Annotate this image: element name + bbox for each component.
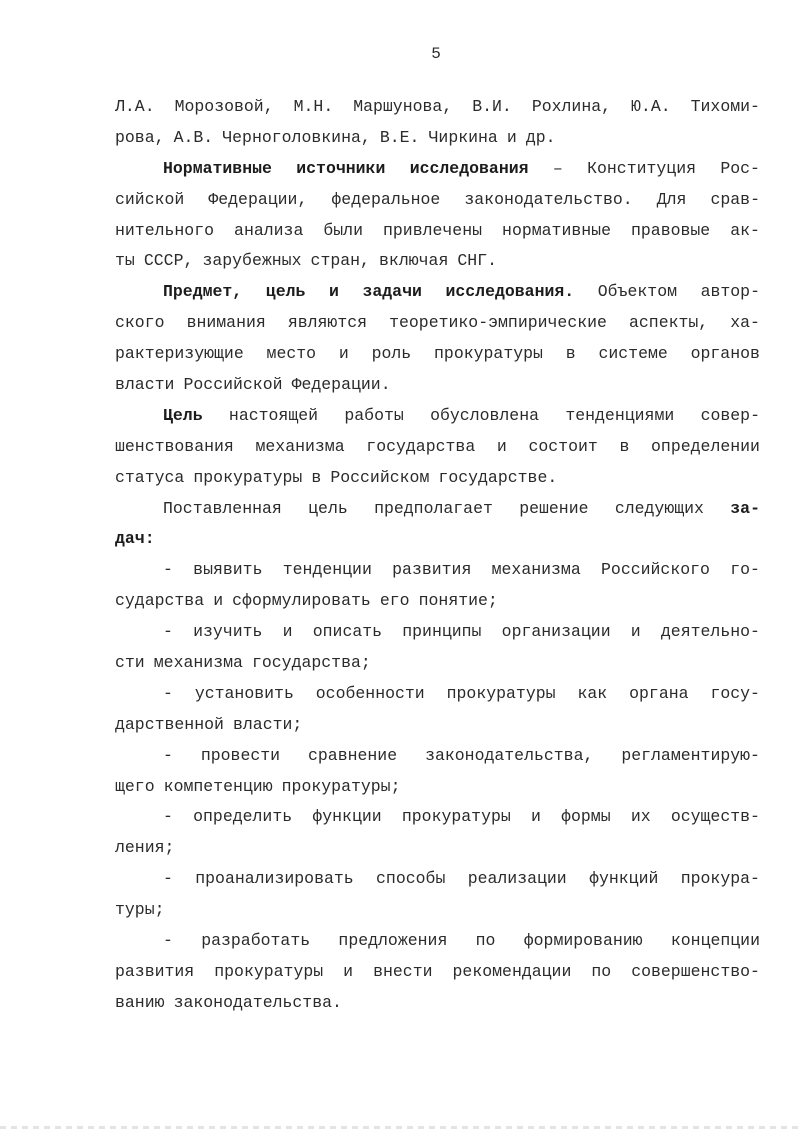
word: системе (598, 344, 668, 364)
word: в (619, 436, 630, 456)
word: правовые (630, 220, 711, 240)
word: в (311, 467, 322, 487)
bold-word: исследования (409, 158, 529, 178)
word: компетенцию (163, 776, 273, 796)
word: сударства (115, 591, 205, 611)
word: ак- (730, 220, 760, 240)
word: СССР, (143, 251, 194, 271)
text-line (115, 154, 760, 185)
word: сравнение (308, 745, 398, 765)
word: законодательства, (425, 745, 594, 765)
word: – (552, 158, 563, 178)
word: особенности (315, 683, 425, 703)
word: механизма (491, 560, 581, 580)
word: организации (501, 622, 611, 642)
word: осуществ- (670, 807, 760, 827)
word: были (323, 220, 363, 240)
word: власти; (232, 714, 303, 734)
text-line (115, 895, 760, 926)
word: Маршунова, (353, 97, 453, 116)
word: деятельно- (660, 622, 760, 642)
word: Российском (330, 467, 430, 487)
word: установить (194, 683, 294, 703)
text-line (115, 494, 760, 525)
word: изучить (193, 622, 263, 642)
word: автор- (700, 282, 760, 302)
page-number: 5 (431, 45, 441, 63)
word: функций (589, 869, 659, 889)
word: и (530, 807, 541, 827)
text-line (115, 586, 760, 617)
word: ского (115, 313, 165, 333)
text-line (115, 710, 760, 741)
word: статуса (115, 467, 185, 487)
text-line (115, 802, 760, 833)
word: - (163, 807, 173, 827)
word: и (282, 622, 293, 642)
word: Российского (601, 560, 710, 580)
text-line (115, 679, 760, 710)
text-line (115, 648, 760, 679)
word: по (475, 931, 496, 951)
word: ха- (730, 313, 760, 333)
word: нительного (115, 220, 215, 240)
word: прокуратуры (434, 344, 543, 364)
text-line (115, 277, 760, 308)
text-line (115, 524, 760, 555)
word: Объектом (597, 282, 677, 302)
bold-word: Нормативные (163, 158, 272, 178)
word: государстве. (438, 467, 558, 487)
word: - (163, 622, 173, 642)
word: СНГ. (457, 251, 498, 271)
scan-edge-noise (0, 1126, 800, 1129)
word: решение (519, 498, 589, 518)
text-line (115, 926, 760, 957)
word: регламентирую- (621, 745, 760, 765)
bold-word: дач: (115, 529, 155, 549)
word: концепции (670, 931, 760, 951)
bold-word: за- (730, 498, 760, 518)
word: государства (366, 436, 476, 456)
word: предполагает (374, 498, 493, 518)
word: сти (115, 653, 145, 673)
word: по (591, 961, 612, 981)
word: теоретико-эмпирические (389, 313, 607, 333)
word: анализа (234, 220, 304, 240)
text-line (115, 957, 760, 988)
word: - (163, 931, 173, 951)
word: формы (561, 807, 611, 827)
word: аспекты, (628, 313, 709, 333)
word: органов (690, 344, 760, 364)
word: Поставленная (163, 498, 282, 518)
word: настоящей (228, 405, 319, 425)
word: работы (344, 405, 404, 425)
word: и (338, 344, 349, 364)
word: М.Н. (293, 97, 334, 116)
word: законодательства. (173, 992, 342, 1012)
bold-word: Предмет, (163, 282, 243, 302)
word: провести (200, 745, 281, 765)
bold-word: Цель (163, 405, 203, 425)
word: туры; (115, 900, 165, 920)
word: механизма (153, 653, 243, 673)
bold-word: источники (296, 158, 386, 178)
word: понятие; (418, 591, 498, 611)
word: сформулировать (232, 591, 371, 611)
text-line (115, 833, 760, 864)
word: сийской (115, 189, 185, 209)
word: срав- (710, 189, 760, 209)
word: го- (730, 560, 760, 580)
word: ления; (115, 838, 175, 858)
word: - (163, 745, 173, 765)
word: - (163, 683, 173, 703)
word: прокуратуры (401, 807, 511, 827)
word: прокуратуры; (281, 776, 401, 796)
word: прокуратуры (446, 683, 556, 703)
word: место (266, 344, 317, 364)
word: совершенство- (631, 961, 760, 981)
text-line (115, 617, 760, 648)
word: Российской (183, 375, 283, 395)
word: предложения (338, 931, 448, 951)
word: шенствования (115, 436, 234, 456)
word: власти (115, 375, 175, 395)
word: нормативные (502, 220, 611, 240)
word: обусловлена (430, 405, 540, 425)
word: государства; (251, 653, 371, 673)
bold-word: цель (265, 282, 306, 302)
word: зарубежных (202, 251, 302, 271)
word: Черноголовкина, (222, 127, 371, 147)
word: его (379, 591, 410, 611)
word: тенденции (282, 560, 372, 580)
word: описать (312, 622, 383, 642)
word: - (163, 869, 173, 889)
text-line (115, 185, 760, 216)
word: Чиркина (428, 127, 498, 147)
text-line (115, 555, 760, 586)
word: Л.А. (115, 97, 155, 116)
word: дарственной (115, 714, 224, 734)
word: В.Е. (379, 127, 420, 147)
text-line (115, 772, 760, 803)
word: определении (651, 436, 760, 456)
text-line (115, 988, 760, 1019)
word: принципы (402, 622, 482, 642)
word: механизма (255, 436, 345, 456)
word: стран, (310, 251, 370, 271)
word: Федерации, (208, 189, 308, 209)
word: выявить (193, 560, 263, 580)
body-text (115, 92, 760, 1019)
word: рова, (115, 127, 165, 147)
text-line (115, 339, 760, 370)
word: внимания (186, 313, 266, 333)
word: состоит (528, 436, 598, 456)
word: Конституция (587, 158, 697, 178)
word: следующих (614, 498, 704, 518)
text-line (115, 246, 760, 277)
word: прокуратуры (214, 961, 324, 981)
bold-word: исследования. (445, 282, 575, 302)
word: и (496, 436, 507, 456)
word: роль (371, 344, 412, 364)
word: разработать (201, 931, 311, 951)
word: реализации (467, 869, 567, 889)
word: Федерации. (291, 375, 391, 395)
word: развития (115, 961, 195, 981)
word: определить (193, 807, 293, 827)
word: прокуратуры (193, 467, 303, 487)
text-line (115, 463, 760, 494)
word: тенденциями (565, 405, 675, 425)
text-line (115, 308, 760, 339)
word: и (506, 127, 517, 147)
word: цель (308, 498, 348, 518)
word: Морозовой, (174, 97, 274, 116)
word: Тихоми- (690, 97, 760, 116)
word: привлечены (383, 220, 483, 240)
word: функции (312, 807, 382, 827)
text-line (115, 741, 760, 772)
word: и (213, 591, 224, 611)
word: законодательство. (464, 189, 633, 209)
word: прокура- (680, 869, 760, 889)
text-line (115, 370, 760, 401)
word: внести (373, 961, 433, 981)
word: Для (656, 189, 687, 209)
word: органа (629, 683, 689, 703)
word: и (343, 961, 354, 981)
bold-word: задачи (362, 282, 422, 302)
word: рекомендации (452, 961, 572, 981)
word: их (630, 807, 651, 827)
word: как (577, 683, 608, 703)
text-line (115, 864, 760, 895)
text-line (115, 92, 760, 123)
word: ты (115, 251, 135, 271)
word: др. (525, 127, 556, 147)
word: являются (287, 313, 368, 333)
word: в (565, 344, 576, 364)
word: госу- (710, 683, 760, 703)
bold-word: и (328, 282, 339, 302)
word: совер- (700, 405, 760, 425)
word: развития (392, 560, 472, 580)
word: - (163, 560, 173, 580)
text-line (115, 216, 760, 247)
text-line (115, 123, 760, 154)
word: рактеризующие (115, 344, 244, 364)
word: ванию (115, 992, 165, 1012)
word: А.В. (173, 127, 214, 147)
word: Рос- (720, 158, 760, 178)
word: способы (376, 869, 446, 889)
word: В.И. (472, 97, 512, 116)
text-line (115, 401, 760, 432)
word: включая (379, 251, 449, 271)
word: щего (115, 776, 155, 796)
word: и (630, 622, 641, 642)
word: Ю.А. (631, 97, 671, 116)
text-line (115, 432, 760, 463)
word: Рохлина, (531, 97, 612, 116)
word: формированию (523, 931, 643, 951)
word: проанализировать (195, 869, 354, 889)
word: федеральное (331, 189, 441, 209)
